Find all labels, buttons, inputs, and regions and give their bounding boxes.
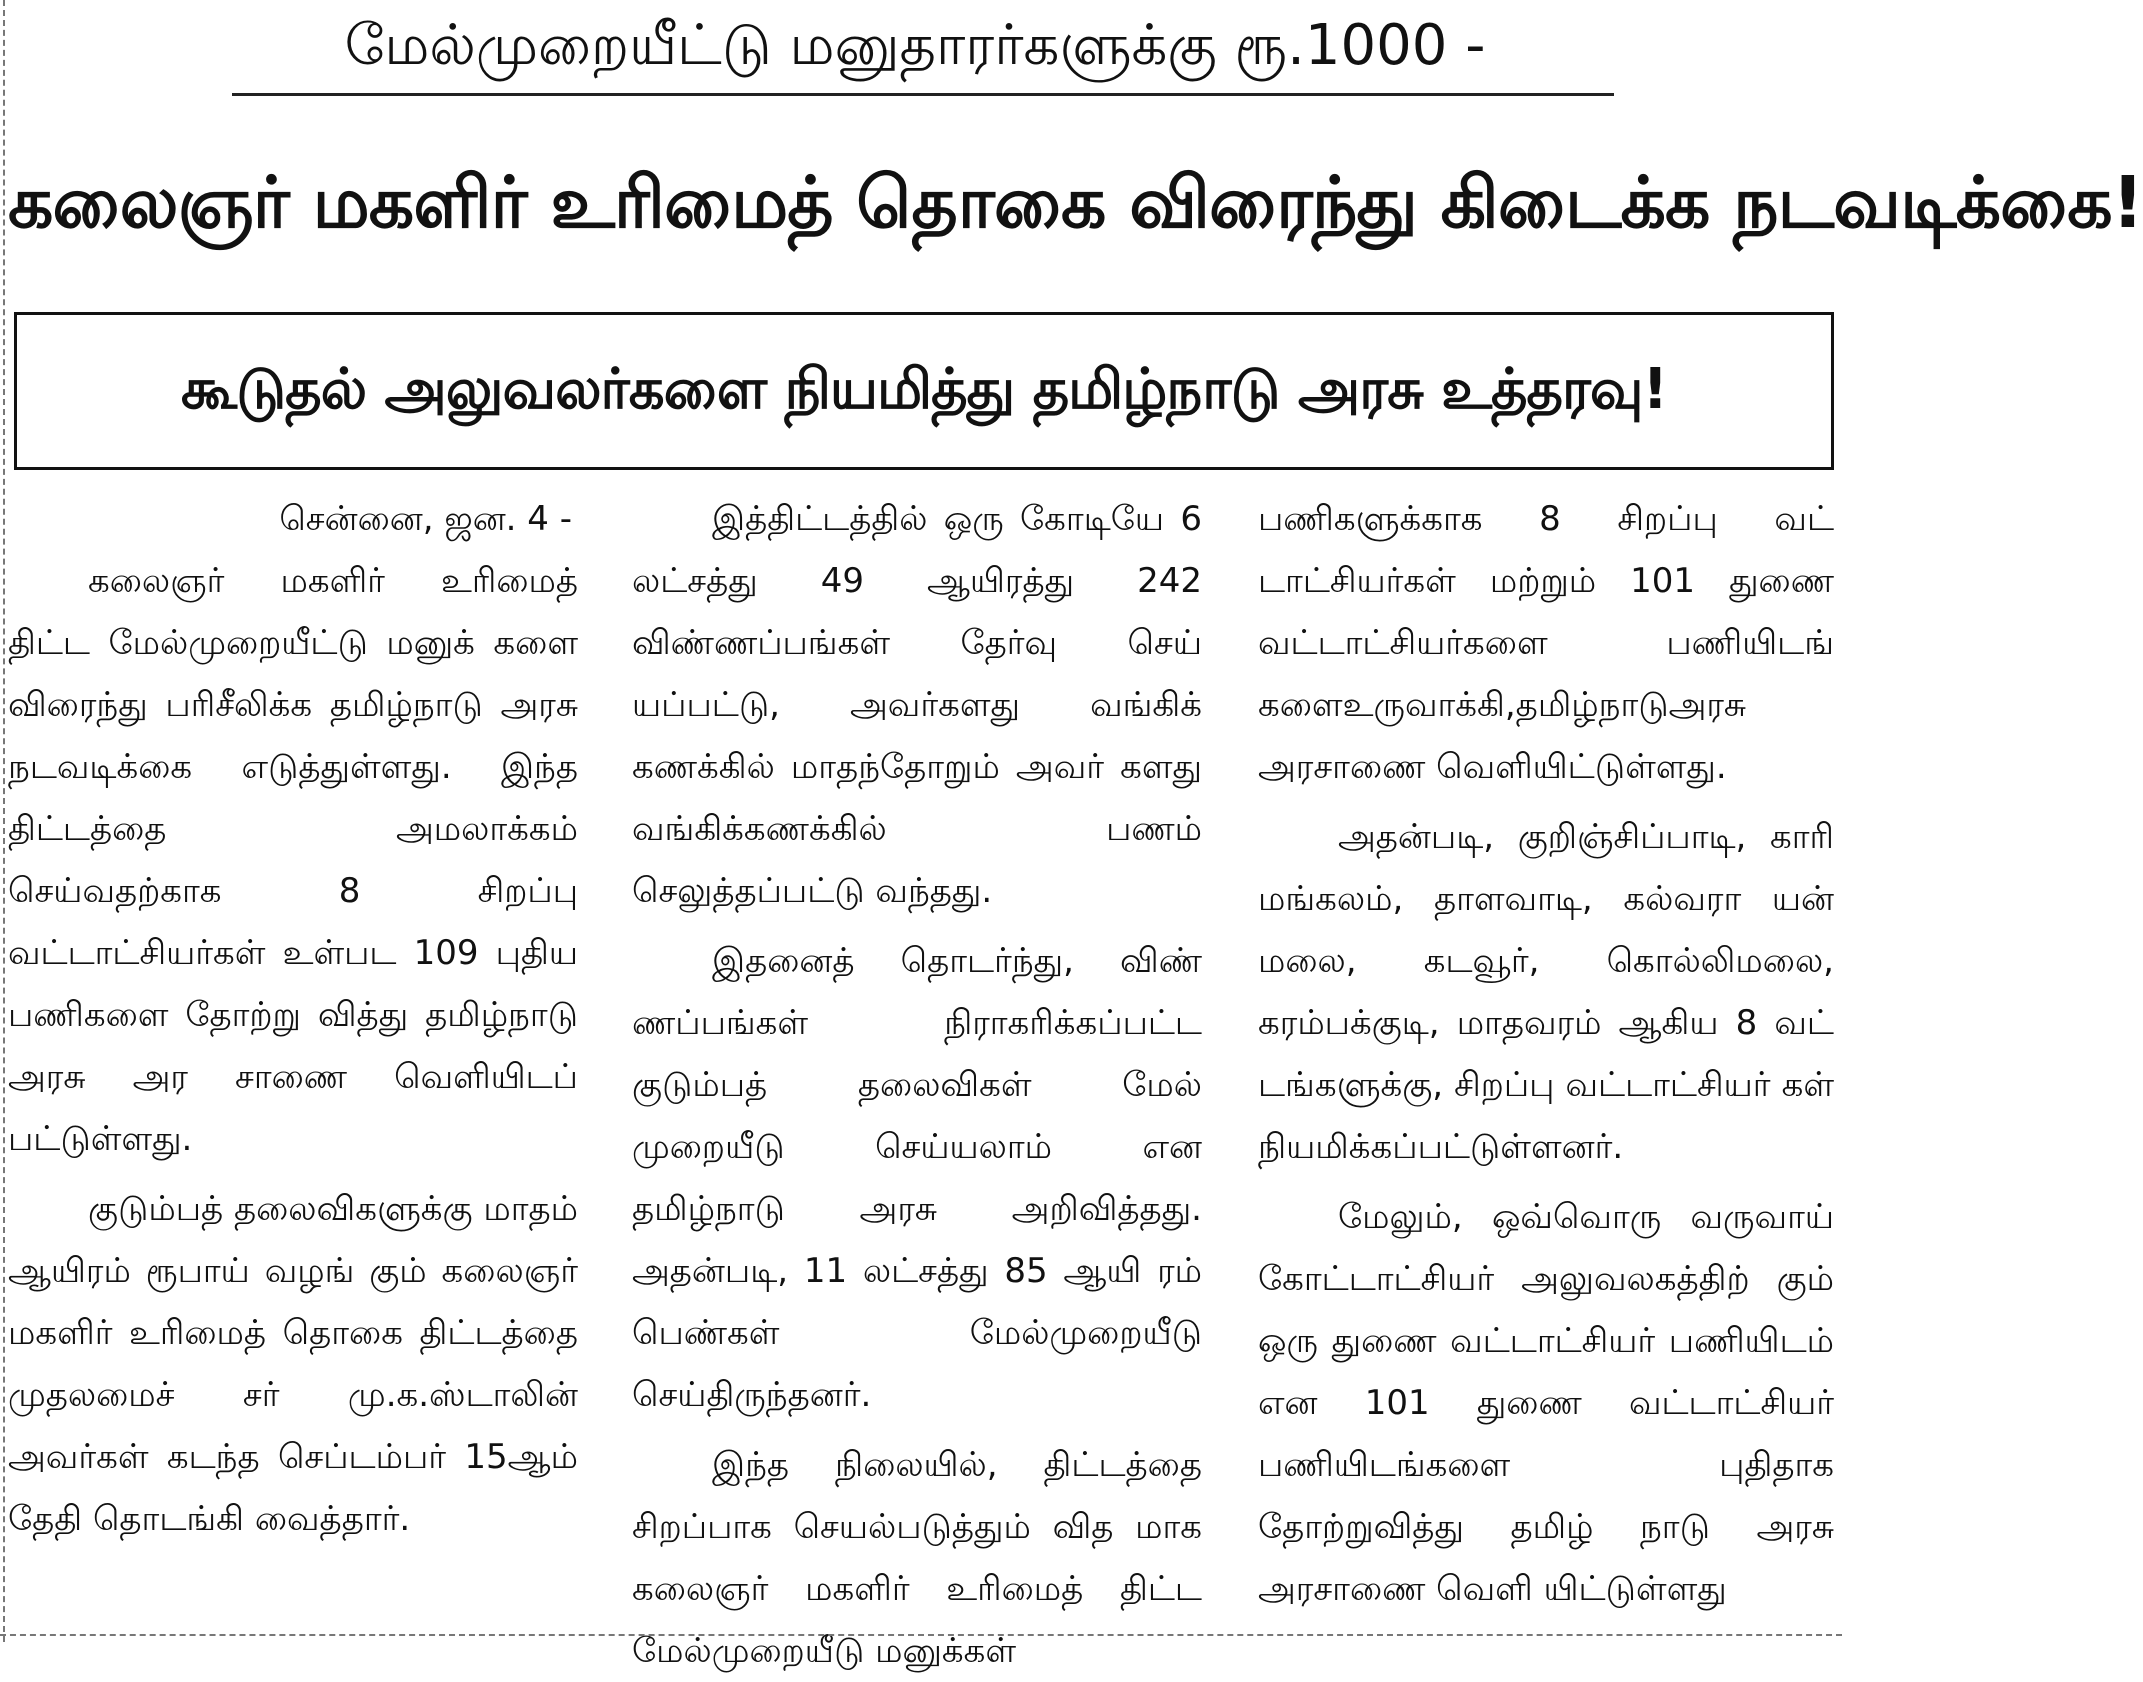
subheadline: கூடுதல் அலுவலர்களை நியமித்து தமிழ்நாடு அரசு உத்தரவு!: [180, 357, 1668, 422]
kicker-divider: [232, 93, 1614, 96]
left-cut-border: [3, 0, 5, 1642]
paragraph-continued: பணிகளுக்காக 8 சிறப்பு வட் டாட்சியர்கள் மற்றும் 101 துணை வட்டாட்சியர்களை பணியிடங் களைஉருவாக்கி,தமிழ்நாடுஅரசு அரசாணை வெளியிட்டுள்ளது.: [1258, 499, 1834, 787]
article-column-3: [1258, 488, 1834, 1618]
kicker-line: மேல்முறையீட்டு மனுதாரர்களுக்கு ரூ.1000 -: [344, 13, 1486, 78]
subheadline-box: [14, 312, 1834, 470]
paragraph: குடும்பத் தலைவிகளுக்கு மாதம் ஆயிரம் ரூபாய் வழங் கும் கலைஞர் மகளிர் உரிமைத் தொகை திட்டத்தை முதலமைச் சர் மு.க.ஸ்டாலின் அவர்கள் கடந்த செப்டம்பர் 15ஆம் தேதி தொடங்கி வைத்தார்.: [8, 1189, 579, 1539]
paragraph: இதனைத் தொடர்ந்து, விண் ணப்பங்கள் நிராகரிக்கப்பட்ட குடும்பத் தலைவிகள் மேல் முறையீடு செய்யலாம் என தமிழ்நாடு அரசு அறிவித்தது. அதன்படி, 11 லட்சத்து 85 ஆயி ரம் பெண்கள் மேல்முறையீடு செய்திருந்தனர்.: [632, 941, 1202, 1415]
paragraph: இத்திட்டத்தில் ஒரு கோடியே 6 லட்சத்து 49 ஆயிரத்து 242 விண்ணப்பங்கள் தேர்வு செய் யப்பட்டு, அவர்களது வங்கிக் கணக்கில் மாதந்தோறும் அவர் களது வங்கிக்கணக்கில் பணம் செலுத்தப்பட்டு வந்தது.: [632, 499, 1202, 911]
paragraph: கலைஞர் மகளிர் உரிமைத் திட்ட மேல்முறையீட்டு மனுக் களை விரைந்து பரிசீலிக்க தமிழ்நாடு அரசு நடவடிக்கை எடுத்துள்ளது. இந்த திட்டத்தை அமலாக்கம் செய்வதற்காக 8 சிறப்பு வட்டாட்சியர்கள் உள்பட 109 புதிய பணிகளை தோற்று வித்து தமிழ்நாடு அரசு அர சாணை வெளியிடப் பட்டுள்ளது.: [8, 561, 578, 1159]
paragraph: இந்த நிலையில், திட்டத்தை சிறப்பாக செயல்படுத்தும் வித மாக கலைஞர் மகளிர் உரிமைத் திட்ட மேல்முறையீடு மனுக்கள்: [632, 1445, 1202, 1671]
article-column-1: [8, 488, 578, 1618]
bottom-cut-border: [0, 1634, 1842, 1636]
paragraph: மேலும், ஒவ்வொரு வருவாய் கோட்டாட்சியர் அலுவலகத்திற் கும் ஒரு துணை வட்டாட்சியர் பணியிடம் என 101 துணை வட்டாட்சியர் பணியிடங்களை புதிதாக தோற்றுவித்து தமிழ் நாடு அரசு அரசாணை வெளி யிட்டுள்ளது: [1258, 1197, 1834, 1609]
article-column-2: [632, 488, 1202, 1671]
paragraph: அதன்படி, குறிஞ்சிப்பாடி, காரி மங்கலம், தாளவாடி, கல்வரா யன் மலை, கடவூர், கொல்லிமலை, கரம்பக்குடி, மாதவரம் ஆகிய 8 வட் டங்களுக்கு, சிறப்பு வட்டாட்சியர் கள் நியமிக்கப்பட்டுள்ளனர்.: [1258, 817, 1834, 1167]
dateline: சென்னை, ஜன. 4 -: [279, 499, 572, 539]
headline: கலைஞர் மகளிர் உரிமைத் தொகை விரைந்து கிடைக்க நடவடிக்கை!: [8, 161, 2143, 244]
